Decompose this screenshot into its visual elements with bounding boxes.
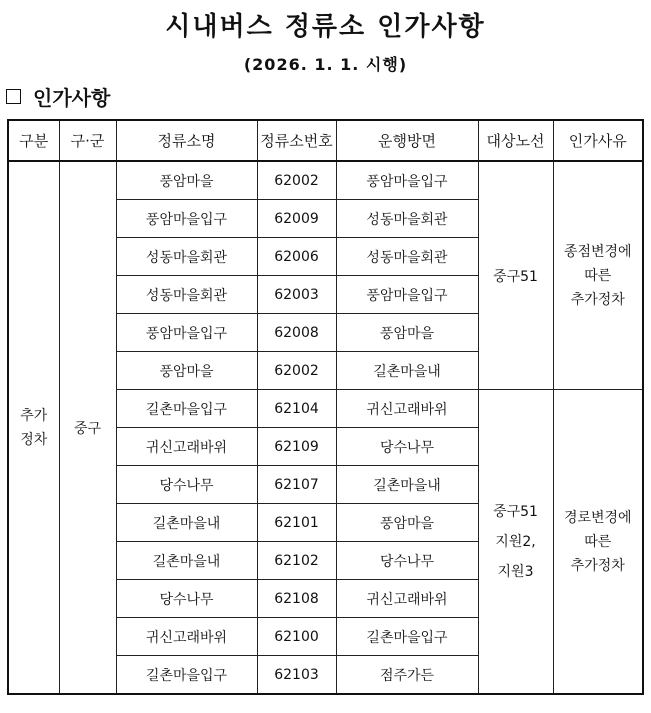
stop-number-cell: 62101 (257, 504, 336, 542)
direction-cell: 당수나무 (336, 428, 478, 466)
direction-cell: 성동마을회관 (336, 200, 478, 238)
stop-number-cell: 62102 (257, 542, 336, 580)
direction-cell: 길촌마을내 (336, 466, 478, 504)
stop-name-cell: 길촌마을입구 (116, 390, 257, 428)
stop-name-cell: 길촌마을내 (116, 504, 257, 542)
stop-name-cell: 풍암마을입구 (116, 200, 257, 238)
reason-cell-group2: 경로변경에 따른 추가정차 (553, 390, 643, 695)
stop-name-cell: 성동마을회관 (116, 238, 257, 276)
district-cell: 중구 (59, 161, 116, 694)
stop-name-cell: 성동마을회관 (116, 276, 257, 314)
direction-cell: 길촌마을입구 (336, 618, 478, 656)
stop-number-cell: 62107 (257, 466, 336, 504)
stop-name-cell: 당수나무 (116, 466, 257, 504)
direction-cell: 점주가든 (336, 656, 478, 695)
direction-cell: 귀신고래바위 (336, 390, 478, 428)
stop-number-cell: 62008 (257, 314, 336, 352)
stop-number-cell: 62100 (257, 618, 336, 656)
header-direction: 운행방면 (336, 120, 478, 161)
section-heading (6, 82, 110, 111)
stop-name-cell: 길촌마을입구 (116, 656, 257, 695)
direction-cell: 당수나무 (336, 542, 478, 580)
stop-name-cell: 당수나무 (116, 580, 257, 618)
header-stop-number: 정류소번호 (257, 120, 336, 161)
stop-name-cell: 귀신고래바위 (116, 428, 257, 466)
stop-number-cell: 62003 (257, 276, 336, 314)
stop-number-cell: 62006 (257, 238, 336, 276)
header-stop-name: 정류소명 (116, 120, 257, 161)
effective-date: (2026. 1. 1. 시행) (243, 55, 408, 74)
stop-number-cell: 62009 (257, 200, 336, 238)
category-cell: 추가 정차 (8, 161, 59, 694)
stop-name-cell: 풍암마을입구 (116, 314, 257, 352)
stop-number-cell: 62103 (257, 656, 336, 695)
table-header-row (8, 120, 643, 161)
stop-name-cell: 귀신고래바위 (116, 618, 257, 656)
direction-cell: 풍암마을입구 (336, 276, 478, 314)
document-title: 시내버스 정류소 인가사항 (165, 12, 486, 42)
direction-cell: 성동마을회관 (336, 238, 478, 276)
stop-number-cell: 62104 (257, 390, 336, 428)
stop-name-cell: 풍암마을 (116, 352, 257, 390)
checkbox-icon (6, 89, 21, 104)
stop-name-cell: 길촌마을내 (116, 542, 257, 580)
direction-cell: 풍암마을입구 (336, 161, 478, 200)
stop-number-cell: 62108 (257, 580, 336, 618)
header-category: 구분 (8, 120, 59, 161)
stop-name-cell: 풍암마을 (116, 161, 257, 200)
direction-cell: 귀신고래바위 (336, 580, 478, 618)
routes-cell-group1: 중구51 (478, 161, 553, 390)
stop-number-cell: 62002 (257, 352, 336, 390)
section-label: 인가사항 (33, 86, 111, 110)
stop-number-cell: 62002 (257, 161, 336, 200)
header-reason: 인가사유 (553, 120, 643, 161)
direction-cell: 풍암마을 (336, 504, 478, 542)
header-routes: 대상노선 (478, 120, 553, 161)
reason-cell-group1: 종점변경에 따른 추가정차 (553, 161, 643, 390)
routes-cell-group2: 중구51 지원2, 지원3 (478, 390, 553, 695)
direction-cell: 풍암마을 (336, 314, 478, 352)
direction-cell: 길촌마을내 (336, 352, 478, 390)
stop-approval-table (7, 119, 644, 695)
stop-number-cell: 62109 (257, 428, 336, 466)
header-district: 구·군 (59, 120, 116, 161)
table-row (8, 161, 643, 200)
